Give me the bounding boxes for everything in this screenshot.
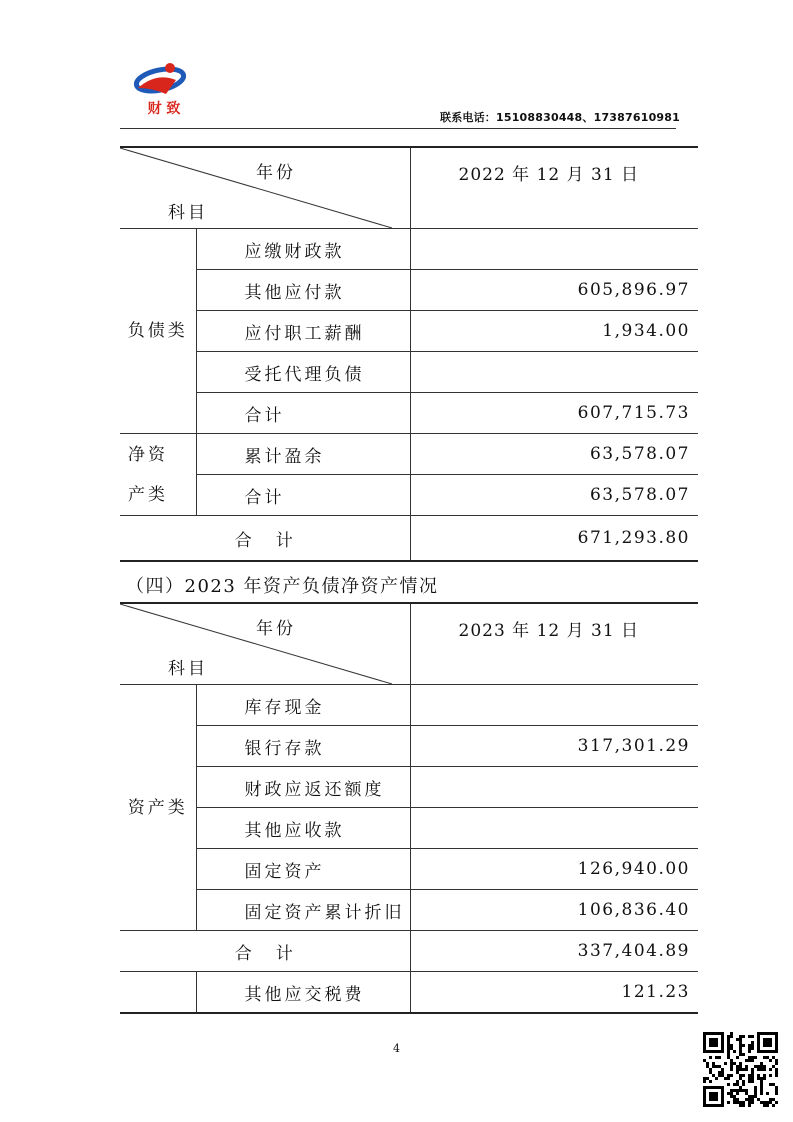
- item-value: 126,940.00: [410, 849, 698, 890]
- logo-mark: [126, 58, 198, 122]
- item-value: [410, 229, 698, 270]
- item-label: 其他应付款: [196, 270, 410, 311]
- header-diagonal-cell: [120, 603, 410, 685]
- contact-phone: 联系电话：15108830448、17387610981: [440, 111, 680, 124]
- item-value: 106,836.40: [410, 890, 698, 931]
- page-number: 4: [393, 1042, 400, 1055]
- item-value: 63,578.07: [410, 434, 698, 475]
- total-label-b: 计: [275, 530, 295, 551]
- qr-code-graphic: [703, 1032, 778, 1107]
- category-empty: [120, 972, 196, 1014]
- item-value: 605,896.97: [410, 270, 698, 311]
- total-label-b: 计: [275, 943, 295, 964]
- item-value: 317,301.29: [410, 726, 698, 767]
- category-assets: 资产类: [120, 685, 196, 931]
- item-label: 固定资产: [196, 849, 410, 890]
- item-label: 受托代理负债: [196, 352, 410, 393]
- item-label: 银行存款: [196, 726, 410, 767]
- subject-label: 科目: [168, 659, 208, 679]
- item-label: 应缴财政款: [196, 229, 410, 270]
- item-value: 121.23: [410, 972, 698, 1014]
- total-label-a: 合: [234, 943, 254, 964]
- subtotal-value: 63,578.07: [410, 475, 698, 516]
- subtotal-label: 合计: [196, 475, 410, 516]
- item-value: [410, 808, 698, 849]
- subject-label: 科目: [168, 203, 208, 223]
- item-label: 库存现金: [196, 685, 410, 726]
- company-logo: [126, 58, 198, 122]
- category-liabilities: 负债类: [120, 229, 196, 434]
- grand-total-value: 671,293.80: [410, 516, 698, 562]
- item-label: 财政应返还额度: [196, 767, 410, 808]
- liabilities-table: [120, 146, 698, 562]
- item-label: 固定资产累计折旧: [196, 890, 410, 931]
- assets-table: [120, 602, 698, 1014]
- logo-text: 财 致: [147, 101, 181, 117]
- year-label: 年份: [256, 163, 296, 183]
- section-title: （四）2023 年资产负债净资产情况: [126, 576, 439, 597]
- item-value: 1,934.00: [410, 311, 698, 352]
- year-label: 年份: [256, 619, 296, 639]
- item-label: 其他应交税费: [196, 972, 410, 1014]
- item-value: [410, 352, 698, 393]
- header-divider: [120, 128, 676, 129]
- item-label: 累计盈余: [196, 434, 410, 475]
- category-net-assets: 净资产类: [120, 434, 196, 516]
- subtotal-value: 607,715.73: [410, 393, 698, 434]
- date-header: 2023 年 12 月 31 日: [410, 603, 698, 685]
- item-label: 应付职工薪酬: [196, 311, 410, 352]
- total-label-a: 合: [234, 530, 254, 551]
- qr-code-image: [703, 1032, 778, 1107]
- item-label: 其他应收款: [196, 808, 410, 849]
- grand-total-label: [120, 931, 410, 972]
- header-diagonal-cell: [120, 147, 410, 229]
- date-header: 2022 年 12 月 31 日: [410, 147, 698, 229]
- item-value: [410, 767, 698, 808]
- grand-total-value: 337,404.89: [410, 931, 698, 972]
- item-value: [410, 685, 698, 726]
- grand-total-label: [120, 516, 410, 562]
- subtotal-label: 合计: [196, 393, 410, 434]
